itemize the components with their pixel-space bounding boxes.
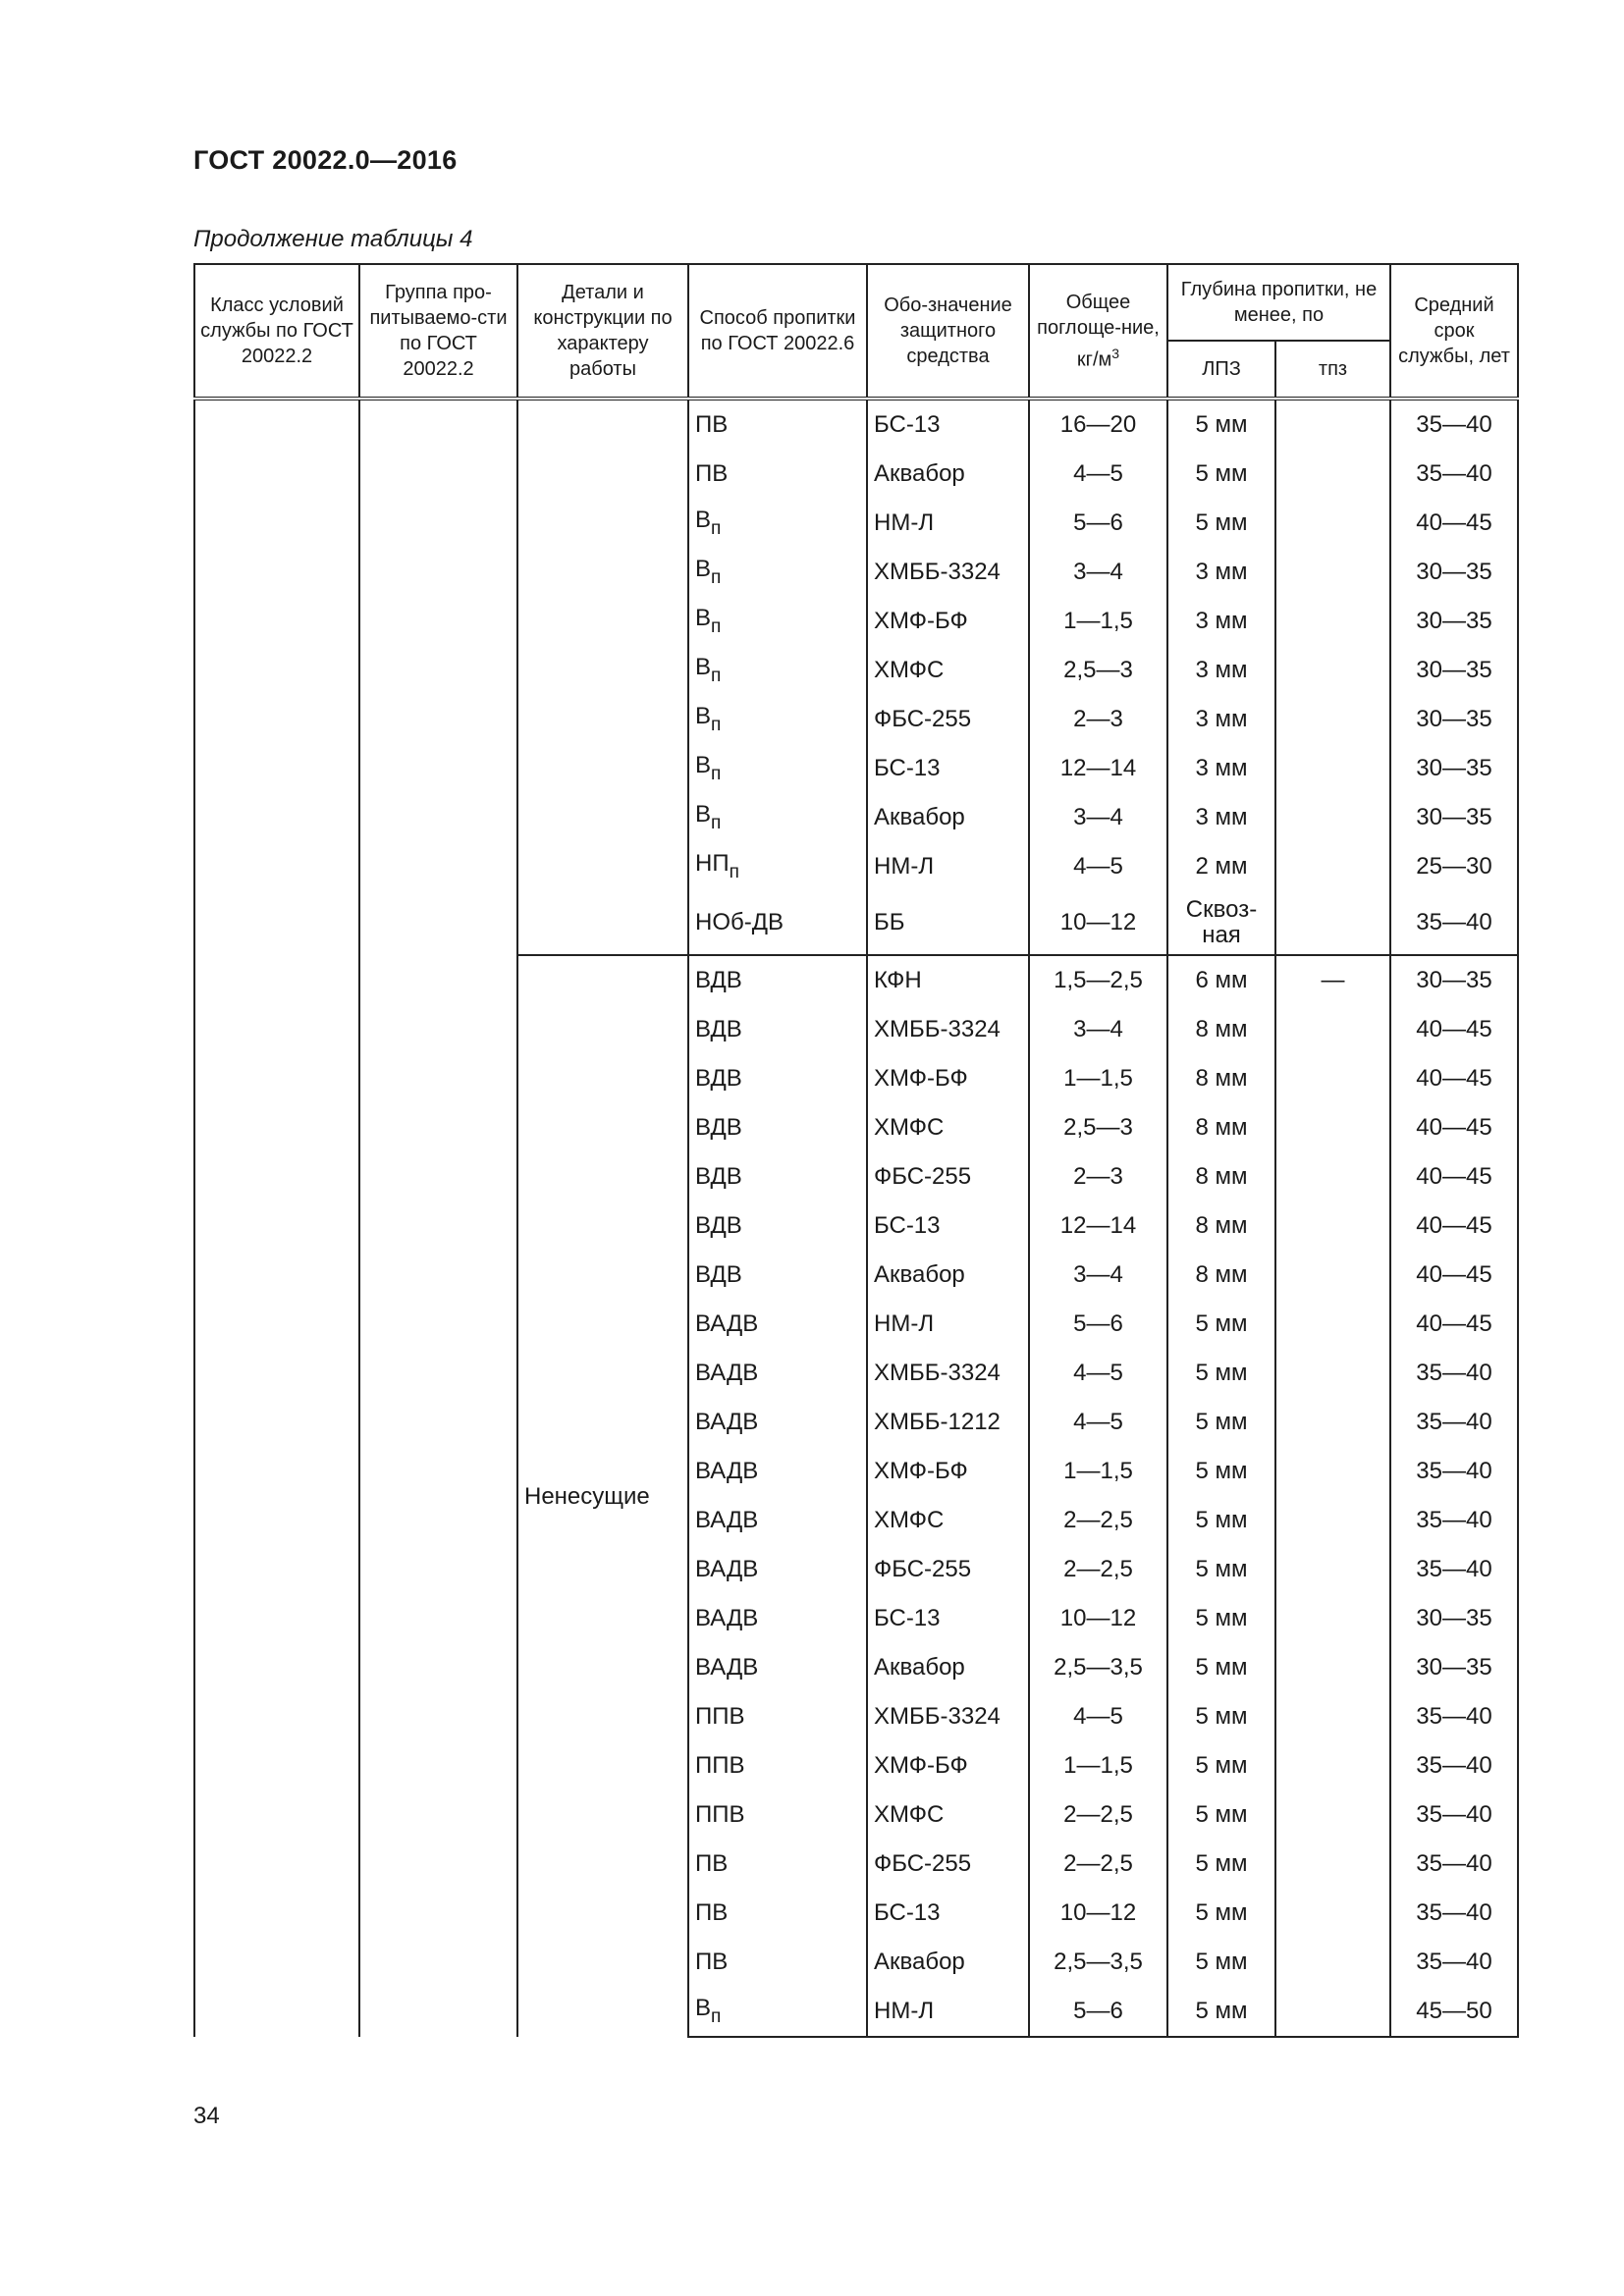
method-cell bbox=[688, 1545, 867, 1594]
absorption-cell: 2—2,5 bbox=[1029, 1545, 1167, 1594]
depth-tpz-cell bbox=[1275, 1054, 1390, 1103]
absorption-cell: 1—1,5 bbox=[1029, 1741, 1167, 1790]
agent-cell: ББ bbox=[867, 891, 1029, 955]
absorption-cell: 1—1,5 bbox=[1029, 1447, 1167, 1496]
agent-cell: ХМФС bbox=[867, 1790, 1029, 1840]
header-absorption-text: Общее поглоще-ние, кг/м bbox=[1037, 291, 1160, 371]
depth-tpz-cell bbox=[1275, 1692, 1390, 1741]
depth-tpz-cell bbox=[1275, 1594, 1390, 1643]
depth-tpz-cell bbox=[1275, 1398, 1390, 1447]
method-cell bbox=[688, 1741, 867, 1790]
absorption-cell: 3—4 bbox=[1029, 793, 1167, 842]
absorption-cell: 2,5—3,5 bbox=[1029, 1938, 1167, 1987]
depth-lpz-cell: 5 мм bbox=[1167, 1938, 1275, 1987]
service-life-cell: 30—35 bbox=[1390, 793, 1518, 842]
method-cell bbox=[688, 1692, 867, 1741]
method-code: В bbox=[695, 703, 712, 729]
page-number: 34 bbox=[193, 2103, 220, 2129]
agent-cell: НМ-Л bbox=[867, 499, 1029, 548]
agent-cell: ФБС-255 bbox=[867, 1545, 1029, 1594]
depth-tpz-cell bbox=[1275, 1987, 1390, 2037]
agent-cell: Аквабор bbox=[867, 793, 1029, 842]
service-life-cell: 45—50 bbox=[1390, 1987, 1518, 2037]
method-code: ППВ bbox=[695, 1703, 745, 1730]
absorption-cell: 16—20 bbox=[1029, 399, 1167, 450]
depth-lpz-cell: 5 мм bbox=[1167, 499, 1275, 548]
method-cell bbox=[688, 1889, 867, 1938]
agent-cell: БС-13 bbox=[867, 1594, 1029, 1643]
service-life-cell: 30—35 bbox=[1390, 597, 1518, 646]
method-code: ППВ bbox=[695, 1801, 745, 1828]
table-body bbox=[194, 399, 1518, 2037]
method-code: ВДВ bbox=[695, 1065, 742, 1092]
method-code: ВДВ bbox=[695, 1212, 742, 1239]
absorption-cell: 10—12 bbox=[1029, 1889, 1167, 1938]
document-title: ГОСТ 20022.0—2016 bbox=[193, 145, 458, 175]
depth-lpz-cell: 8 мм bbox=[1167, 1005, 1275, 1054]
absorption-cell: 3—4 bbox=[1029, 1251, 1167, 1300]
method-code: В bbox=[695, 752, 712, 778]
depth-lpz-cell: 3 мм bbox=[1167, 793, 1275, 842]
header-method: Способ пропитки по ГОСТ 20022.6 bbox=[688, 264, 867, 399]
depth-tpz-cell bbox=[1275, 1643, 1390, 1692]
method-cell bbox=[688, 1251, 867, 1300]
depth-lpz-cell: 5 мм bbox=[1167, 1987, 1275, 2037]
absorption-cell: 2,5—3 bbox=[1029, 646, 1167, 695]
agent-cell: ХМФС bbox=[867, 1496, 1029, 1545]
method-subscript: п bbox=[711, 2006, 722, 2027]
service-life-cell: 35—40 bbox=[1390, 1692, 1518, 1741]
absorption-cell: 1,5—2,5 bbox=[1029, 955, 1167, 1005]
agent-cell: НМ-Л bbox=[867, 842, 1029, 891]
agent-cell: ХМББ-3324 bbox=[867, 548, 1029, 597]
agent-cell: ФБС-255 bbox=[867, 695, 1029, 744]
agent-cell: ХМББ-3324 bbox=[867, 1349, 1029, 1398]
method-subscript: п bbox=[711, 666, 722, 686]
absorption-cell: 2—3 bbox=[1029, 695, 1167, 744]
method-code: ПВ bbox=[695, 1949, 729, 1975]
depth-tpz-cell bbox=[1275, 1300, 1390, 1349]
parts-cell bbox=[517, 399, 688, 955]
method-cell bbox=[688, 1790, 867, 1840]
service-life-cell: 35—40 bbox=[1390, 399, 1518, 450]
method-code: НОб-ДВ bbox=[695, 909, 784, 935]
depth-tpz-cell bbox=[1275, 842, 1390, 891]
method-cell bbox=[688, 1300, 867, 1349]
service-life-cell: 30—35 bbox=[1390, 1594, 1518, 1643]
service-life-cell: 35—40 bbox=[1390, 1790, 1518, 1840]
method-subscript: п bbox=[711, 567, 722, 588]
absorption-cell: 10—12 bbox=[1029, 891, 1167, 955]
depth-lpz-cell: 8 мм bbox=[1167, 1201, 1275, 1251]
method-cell bbox=[688, 842, 867, 891]
depth-lpz-cell: 2 мм bbox=[1167, 842, 1275, 891]
service-life-cell: 35—40 bbox=[1390, 1447, 1518, 1496]
service-life-cell: 35—40 bbox=[1390, 1938, 1518, 1987]
method-code: ПВ bbox=[695, 411, 729, 438]
method-code: ВДВ bbox=[695, 1114, 742, 1141]
agent-cell: БС-13 bbox=[867, 744, 1029, 793]
depth-lpz-cell: Сквоз- ная bbox=[1167, 891, 1275, 955]
header-impregnability-group: Группа про-питываемо-сти по ГОСТ 20022.2 bbox=[359, 264, 517, 399]
method-cell bbox=[688, 1152, 867, 1201]
method-code: ВАДВ bbox=[695, 1605, 759, 1631]
absorption-cell: 2—3 bbox=[1029, 1152, 1167, 1201]
absorption-cell: 2—2,5 bbox=[1029, 1496, 1167, 1545]
absorption-cell: 2—2,5 bbox=[1029, 1790, 1167, 1840]
depth-tpz-cell bbox=[1275, 891, 1390, 955]
depth-lpz-cell: 8 мм bbox=[1167, 1251, 1275, 1300]
table-caption: Продолжение таблицы 4 bbox=[193, 226, 473, 252]
depth-lpz-cell: 8 мм bbox=[1167, 1152, 1275, 1201]
depth-tpz-cell bbox=[1275, 646, 1390, 695]
absorption-cell: 12—14 bbox=[1029, 1201, 1167, 1251]
depth-lpz-cell: 5 мм bbox=[1167, 1447, 1275, 1496]
depth-lpz-cell: 5 мм bbox=[1167, 1496, 1275, 1545]
absorption-cell: 2,5—3,5 bbox=[1029, 1643, 1167, 1692]
depth-tpz-cell bbox=[1275, 695, 1390, 744]
depth-tpz-cell bbox=[1275, 744, 1390, 793]
agent-cell: ХМФ-БФ bbox=[867, 1054, 1029, 1103]
service-life-cell: 35—40 bbox=[1390, 891, 1518, 955]
depth-tpz-cell bbox=[1275, 1741, 1390, 1790]
method-cell bbox=[688, 597, 867, 646]
agent-cell: ХМФ-БФ bbox=[867, 1447, 1029, 1496]
absorption-cell: 2,5—3 bbox=[1029, 1103, 1167, 1152]
absorption-cell: 5—6 bbox=[1029, 1300, 1167, 1349]
service-life-cell: 40—45 bbox=[1390, 1005, 1518, 1054]
method-cell bbox=[688, 1643, 867, 1692]
agent-cell: ХМББ-3324 bbox=[867, 1692, 1029, 1741]
absorption-cell: 12—14 bbox=[1029, 744, 1167, 793]
agent-cell: Аквабор bbox=[867, 450, 1029, 499]
depth-lpz-cell: 3 мм bbox=[1167, 646, 1275, 695]
method-cell bbox=[688, 1054, 867, 1103]
method-cell bbox=[688, 955, 867, 1005]
method-code: ВАДВ bbox=[695, 1310, 759, 1337]
header-service-life: Средний срок службы, лет bbox=[1390, 264, 1518, 399]
service-life-cell: 35—40 bbox=[1390, 1840, 1518, 1889]
depth-lpz-cell: 8 мм bbox=[1167, 1054, 1275, 1103]
method-code: ВАДВ bbox=[695, 1507, 759, 1533]
method-code: В bbox=[695, 1995, 712, 2021]
agent-cell: ХМФС bbox=[867, 646, 1029, 695]
service-life-cell: 40—45 bbox=[1390, 1300, 1518, 1349]
depth-lpz-cell: 5 мм bbox=[1167, 399, 1275, 450]
method-subscript: п bbox=[711, 813, 722, 833]
depth-lpz-cell: 3 мм bbox=[1167, 744, 1275, 793]
method-cell bbox=[688, 1840, 867, 1889]
depth-tpz-cell bbox=[1275, 1790, 1390, 1840]
method-cell bbox=[688, 1594, 867, 1643]
method-code: В bbox=[695, 556, 712, 582]
method-cell bbox=[688, 1447, 867, 1496]
header-depth-tpz: тпз bbox=[1275, 341, 1390, 399]
depth-tpz-cell bbox=[1275, 1496, 1390, 1545]
depth-lpz-cell: 5 мм bbox=[1167, 1300, 1275, 1349]
depth-lpz-cell: 5 мм bbox=[1167, 1692, 1275, 1741]
header-absorption bbox=[1029, 264, 1167, 399]
service-life-cell: 30—35 bbox=[1390, 1643, 1518, 1692]
depth-tpz-cell bbox=[1275, 1201, 1390, 1251]
table-header bbox=[194, 264, 1518, 399]
absorption-cell: 2—2,5 bbox=[1029, 1840, 1167, 1889]
method-cell bbox=[688, 450, 867, 499]
absorption-cell: 1—1,5 bbox=[1029, 597, 1167, 646]
agent-cell: ХМФ-БФ bbox=[867, 597, 1029, 646]
method-code: ВДВ bbox=[695, 1163, 742, 1190]
depth-lpz-cell: 5 мм bbox=[1167, 450, 1275, 499]
depth-lpz-cell: 3 мм bbox=[1167, 597, 1275, 646]
method-code: В bbox=[695, 654, 712, 680]
service-life-cell: 35—40 bbox=[1390, 1349, 1518, 1398]
agent-cell: ФБС-255 bbox=[867, 1152, 1029, 1201]
agent-cell: Аквабор bbox=[867, 1643, 1029, 1692]
method-code: ВАДВ bbox=[695, 1458, 759, 1484]
method-code: В bbox=[695, 507, 712, 533]
absorption-cell: 4—5 bbox=[1029, 450, 1167, 499]
agent-cell: НМ-Л bbox=[867, 1987, 1029, 2037]
method-cell bbox=[688, 1987, 867, 2037]
depth-lpz-cell: 3 мм bbox=[1167, 695, 1275, 744]
method-cell bbox=[688, 891, 867, 955]
service-life-cell: 35—40 bbox=[1390, 1496, 1518, 1545]
method-cell bbox=[688, 548, 867, 597]
method-code: ППВ bbox=[695, 1752, 745, 1779]
absorption-cell: 4—5 bbox=[1029, 1398, 1167, 1447]
service-life-cell: 40—45 bbox=[1390, 1251, 1518, 1300]
depth-lpz-cell: 5 мм bbox=[1167, 1545, 1275, 1594]
impregnation-table bbox=[193, 263, 1519, 2038]
depth-tpz-cell bbox=[1275, 597, 1390, 646]
service-life-cell: 40—45 bbox=[1390, 1201, 1518, 1251]
depth-tpz-cell bbox=[1275, 399, 1390, 450]
depth-tpz-cell bbox=[1275, 793, 1390, 842]
service-life-cell: 30—35 bbox=[1390, 955, 1518, 1005]
agent-cell: ХМББ-3324 bbox=[867, 1005, 1029, 1054]
method-code: ВАДВ bbox=[695, 1654, 759, 1681]
header-service-class: Класс условий службы по ГОСТ 20022.2 bbox=[194, 264, 359, 399]
absorption-cell: 5—6 bbox=[1029, 1987, 1167, 2037]
method-code: ПВ bbox=[695, 1850, 729, 1877]
service-life-cell: 40—45 bbox=[1390, 1152, 1518, 1201]
method-cell bbox=[688, 1398, 867, 1447]
depth-tpz-cell bbox=[1275, 1251, 1390, 1300]
absorption-cell: 5—6 bbox=[1029, 499, 1167, 548]
absorption-cell: 4—5 bbox=[1029, 842, 1167, 891]
service-life-cell: 40—45 bbox=[1390, 499, 1518, 548]
header-absorption-sup: 3 bbox=[1111, 345, 1120, 361]
service-life-cell: 30—35 bbox=[1390, 646, 1518, 695]
depth-tpz-cell bbox=[1275, 1938, 1390, 1987]
header-depth-lpz: ЛПЗ bbox=[1167, 341, 1275, 399]
service-life-cell: 40—45 bbox=[1390, 1103, 1518, 1152]
depth-lpz-cell: 5 мм bbox=[1167, 1643, 1275, 1692]
method-code: ПВ bbox=[695, 1899, 729, 1926]
method-cell bbox=[688, 399, 867, 450]
depth-tpz-cell bbox=[1275, 1545, 1390, 1594]
agent-cell: Аквабор bbox=[867, 1938, 1029, 1987]
method-cell bbox=[688, 1005, 867, 1054]
service-class-cell bbox=[194, 399, 359, 2037]
depth-lpz-cell: 5 мм bbox=[1167, 1349, 1275, 1398]
method-subscript: п bbox=[729, 862, 739, 882]
method-code: ПВ bbox=[695, 460, 729, 487]
method-cell bbox=[688, 1938, 867, 1987]
method-cell bbox=[688, 646, 867, 695]
depth-tpz-cell bbox=[1275, 1349, 1390, 1398]
service-life-cell: 30—35 bbox=[1390, 695, 1518, 744]
method-code: В bbox=[695, 801, 712, 828]
agent-cell: БС-13 bbox=[867, 1201, 1029, 1251]
method-code: ВДВ bbox=[695, 967, 742, 993]
table-row bbox=[194, 399, 1518, 450]
service-life-cell: 35—40 bbox=[1390, 1741, 1518, 1790]
method-cell bbox=[688, 793, 867, 842]
service-life-cell: 40—45 bbox=[1390, 1054, 1518, 1103]
service-life-cell: 25—30 bbox=[1390, 842, 1518, 891]
method-subscript: п bbox=[711, 616, 722, 637]
depth-tpz-cell bbox=[1275, 1005, 1390, 1054]
header-agent: Обо-значение защитного средства bbox=[867, 264, 1029, 399]
agent-cell: ФБС-255 bbox=[867, 1840, 1029, 1889]
absorption-cell: 3—4 bbox=[1029, 548, 1167, 597]
service-life-cell: 35—40 bbox=[1390, 1545, 1518, 1594]
header-depth: Глубина пропитки, не менее, по bbox=[1167, 264, 1390, 341]
service-life-cell: 35—40 bbox=[1390, 1889, 1518, 1938]
header-parts: Детали и конструкции по характеру работы bbox=[517, 264, 688, 399]
depth-tpz-cell bbox=[1275, 1103, 1390, 1152]
absorption-cell: 1—1,5 bbox=[1029, 1054, 1167, 1103]
depth-lpz-cell: 5 мм bbox=[1167, 1840, 1275, 1889]
method-cell bbox=[688, 744, 867, 793]
method-cell bbox=[688, 1496, 867, 1545]
agent-cell: Аквабор bbox=[867, 1251, 1029, 1300]
agent-cell: БС-13 bbox=[867, 399, 1029, 450]
depth-tpz-cell bbox=[1275, 1152, 1390, 1201]
depth-tpz-cell bbox=[1275, 1889, 1390, 1938]
depth-lpz-cell: 8 мм bbox=[1167, 1103, 1275, 1152]
method-code: ВАДВ bbox=[695, 1360, 759, 1386]
impregnability-group-cell bbox=[359, 399, 517, 2037]
agent-cell: ХМББ-1212 bbox=[867, 1398, 1029, 1447]
method-cell bbox=[688, 499, 867, 548]
service-life-cell: 30—35 bbox=[1390, 744, 1518, 793]
depth-tpz-cell bbox=[1275, 450, 1390, 499]
method-code: ВАДВ bbox=[695, 1409, 759, 1435]
depth-lpz-cell: 5 мм bbox=[1167, 1594, 1275, 1643]
agent-cell: КФН bbox=[867, 955, 1029, 1005]
agent-cell: БС-13 bbox=[867, 1889, 1029, 1938]
depth-lpz-cell: 5 мм bbox=[1167, 1790, 1275, 1840]
depth-lpz-cell: 5 мм bbox=[1167, 1741, 1275, 1790]
method-code: В bbox=[695, 605, 712, 631]
service-life-cell: 35—40 bbox=[1390, 450, 1518, 499]
depth-tpz-cell bbox=[1275, 548, 1390, 597]
method-code: НП bbox=[695, 850, 730, 877]
agent-cell: ХМФС bbox=[867, 1103, 1029, 1152]
method-subscript: п bbox=[711, 715, 722, 735]
method-subscript: п bbox=[711, 764, 722, 784]
agent-cell: ХМФ-БФ bbox=[867, 1741, 1029, 1790]
depth-lpz-cell: 5 мм bbox=[1167, 1889, 1275, 1938]
depth-tpz-cell bbox=[1275, 1840, 1390, 1889]
depth-tpz-cell bbox=[1275, 1447, 1390, 1496]
depth-tpz-cell bbox=[1275, 499, 1390, 548]
method-code: ВДВ bbox=[695, 1016, 742, 1042]
method-subscript: п bbox=[711, 518, 722, 539]
method-cell bbox=[688, 1201, 867, 1251]
depth-lpz-cell: 5 мм bbox=[1167, 1398, 1275, 1447]
absorption-cell: 4—5 bbox=[1029, 1692, 1167, 1741]
method-code: ВДВ bbox=[695, 1261, 742, 1288]
method-cell bbox=[688, 1103, 867, 1152]
parts-cell: Ненесущие bbox=[517, 955, 688, 2037]
absorption-cell: 10—12 bbox=[1029, 1594, 1167, 1643]
depth-tpz-cell: — bbox=[1275, 955, 1390, 1005]
absorption-cell: 3—4 bbox=[1029, 1005, 1167, 1054]
method-cell bbox=[688, 1349, 867, 1398]
service-life-cell: 30—35 bbox=[1390, 548, 1518, 597]
method-code: ВАДВ bbox=[695, 1556, 759, 1582]
method-cell bbox=[688, 695, 867, 744]
agent-cell: НМ-Л bbox=[867, 1300, 1029, 1349]
service-life-cell: 35—40 bbox=[1390, 1398, 1518, 1447]
depth-lpz-cell: 3 мм bbox=[1167, 548, 1275, 597]
depth-lpz-cell: 6 мм bbox=[1167, 955, 1275, 1005]
absorption-cell: 4—5 bbox=[1029, 1349, 1167, 1398]
